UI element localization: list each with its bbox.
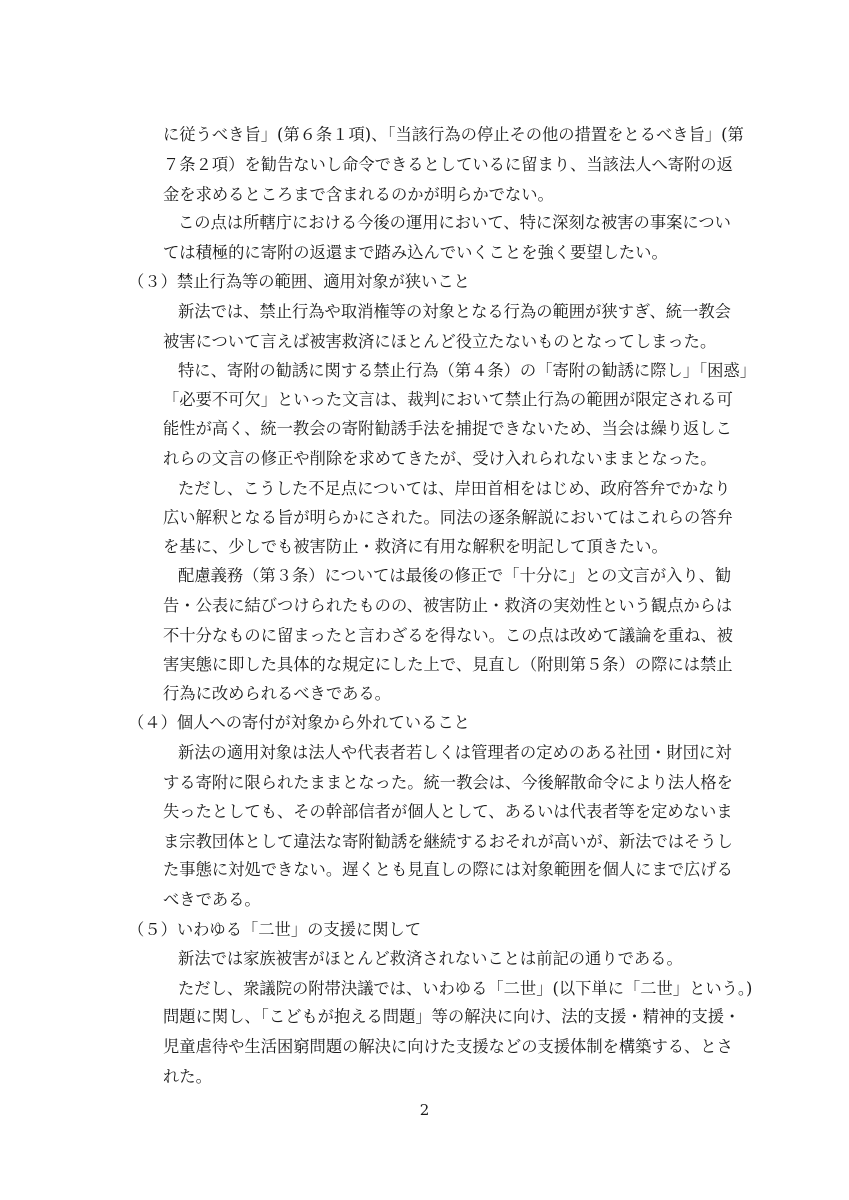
- page-number: 2: [419, 1101, 430, 1119]
- text-line: 配慮義務（第３条）については最後の修正で「十分に」との文言が入り、勧: [178, 566, 732, 585]
- text-line: 金を求めるところまで含まれるのかが明らかでない。: [163, 185, 554, 204]
- text-line: べきである。: [163, 890, 261, 909]
- text-line: ただし、衆議院の附帯決議では、いわゆる「二世」(以下単に「二世」という。): [178, 979, 753, 998]
- text-line: ては積極的に寄附の返還まで踏み込んでいくことを強く要望したい。: [163, 243, 668, 262]
- section-heading-5: （５）いわゆる「二世」の支援に関して: [128, 920, 422, 939]
- text-line: 被害について言えば被害救済にほとんど役立たないものとなってしまった。: [163, 332, 717, 351]
- text-line: ただし、こうした不足点については、岸田首相をはじめ、政府答弁でかなり: [178, 479, 731, 498]
- text-line: 新法の適用対象は法人や代表者若しくは管理者の定めのある社団・財団に対: [178, 743, 732, 762]
- text-line: 告・公表に結びつけられたものの、被害防止・救済の実効性という観点からは: [163, 596, 733, 615]
- text-line: を基に、少しでも被害防止・救済に有用な解釈を明記して頂きたい。: [163, 537, 668, 556]
- text-line: 問題に関し、「こどもが抱える問題」等の解決に向け、法的支援・精神的支援・: [163, 1007, 741, 1026]
- text-line: ７条２項）を勧告ないし命令できるとしているに留まり、当該法人へ寄附の返: [163, 155, 733, 174]
- text-line: この点は所轄庁における今後の運用において、特に深刻な被害の事案につい: [178, 213, 731, 232]
- text-line: 害実態に即した具体的な規定にした上で、見直し（附則第５条）の際には禁止: [163, 655, 733, 674]
- text-line: 行為に改められるべきである。: [163, 684, 391, 703]
- text-line: 新法では、禁止行為や取消権等の対象となる行為の範囲が狭すぎ、統一教会: [178, 302, 731, 321]
- text-line: れた。: [163, 1067, 212, 1086]
- text-line: 能性が高く、統一教会の寄附勧誘手法を捕捉できないため、当会は繰り返しこ: [163, 419, 732, 438]
- text-line: れらの文言の修正や削除を求めてきたが、受け入れられないままとなった。: [163, 449, 717, 468]
- section-heading-4: （４）個人への寄付が対象から外れていること: [128, 713, 470, 732]
- text-line: 児童虐待や生活困窮問題の解決に向けた支援などの支援体制を構築する、とさ: [163, 1037, 733, 1056]
- text-line: 広い解釈となる旨が明らかにされた。同法の逐条解説においてはこれらの答弁: [163, 508, 733, 527]
- text-line: する寄附に限られたままとなった。統一教会は、今後解散命令により法人格を: [163, 773, 733, 792]
- text-line: 失ったとしても、その幹部信者が個人として、あるいは代表者等を定めないま: [163, 802, 733, 821]
- text-line: 不十分なものに留まったと言わざるを得ない。この点は改めて議論を重ね、被: [163, 626, 733, 645]
- text-line: 新法では家族被害がほとんど救済されないことは前記の通りである。: [178, 949, 683, 968]
- text-line: た事態に対処できない。遅くとも見直しの際には対象範囲を個人にまで広げる: [163, 860, 733, 879]
- section-heading-3: （３）禁止行為等の範囲、適用対象が狭いこと: [128, 272, 470, 291]
- text-line: ま宗教団体として違法な寄附勧誘を継続するおそれが高いが、新法ではそうし: [163, 832, 733, 851]
- text-line: 特に、寄附の勧誘に関する禁止行為（第４条）の「寄附の勧誘に際し」「困惑」: [178, 361, 756, 380]
- text-line: 「必要不可欠」といった文言は、裁判において禁止行為の範囲が限定される可: [163, 390, 733, 409]
- text-line: に従うべき旨」(第６条１項)、「当該行為の停止その他の措置をとるべき旨」(第: [163, 125, 744, 144]
